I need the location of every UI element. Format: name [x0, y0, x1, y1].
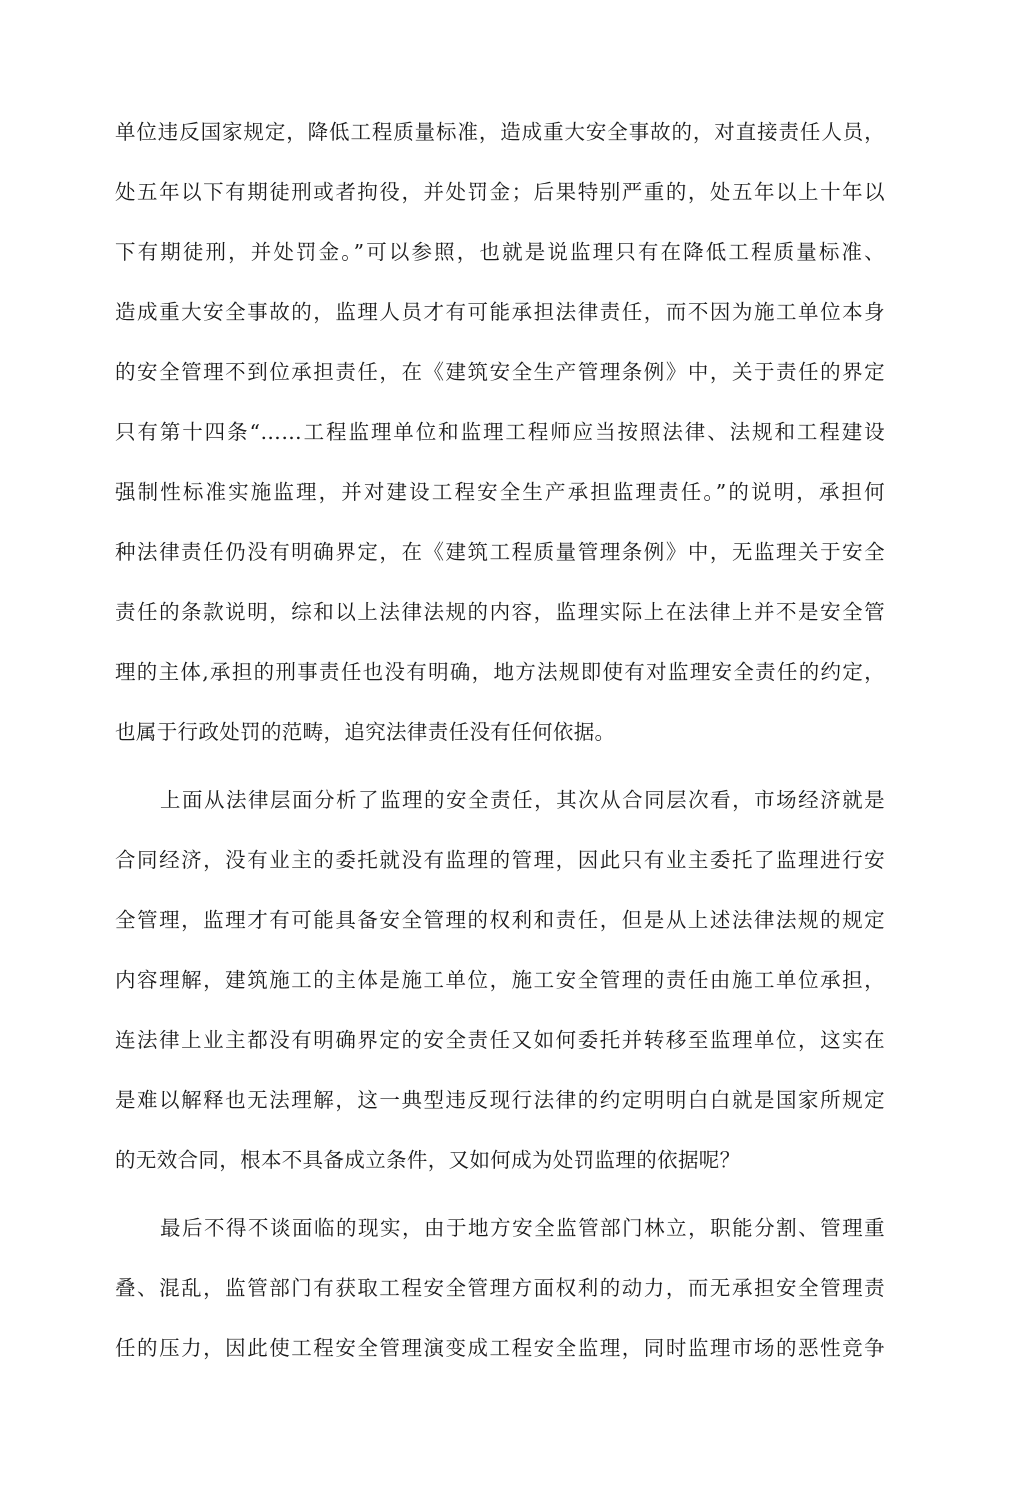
text-line: 任的压力，因此使工程安全管理演变成工程安全监理，同时监理市场的恶性竞争 — [115, 1336, 885, 1360]
text-line: 造成重大安全事故的，监理人员才有可能承担法律责任，而不因为施工单位本身 — [115, 300, 885, 324]
text-line: 单位违反国家规定，降低工程质量标准，造成重大安全事故的，对直接责任人员， — [115, 120, 885, 144]
text-line: 只有第十四条“……工程监理单位和监理工程师应当按照法律、法规和工程建设 — [115, 420, 885, 444]
text-line: 理的主体,承担的刑事责任也没有明确，地方法规即使有对监理安全责任的约定， — [115, 660, 885, 684]
text-line: 连法律上业主都没有明确界定的安全责任又如何委托并转移至监理单位，这实在 — [115, 1028, 885, 1052]
text-line: 种法律责任仍没有明确界定，在《建筑工程质量管理条例》中，无监理关于安全 — [115, 540, 885, 564]
text-line: 责任的条款说明，综和以上法律法规的内容，监理实际上在法律上并不是安全管 — [115, 600, 885, 624]
text-line: 是难以解释也无法理解，这一典型违反现行法律的约定明明白白就是国家所规定 — [115, 1088, 885, 1112]
text-line: 全管理，监理才有可能具备安全管理的权利和责任，但是从上述法律法规的规定 — [115, 908, 885, 932]
text-line: 强制性标准实施监理，并对建设工程安全生产承担监理责任。”的说明，承担何 — [115, 480, 885, 504]
text-line: 上面从法律层面分析了监理的安全责任，其次从合同层次看，市场经济就是 — [160, 788, 885, 812]
text-line: 的安全管理不到位承担责任，在《建筑安全生产管理条例》中，关于责任的界定 — [115, 360, 885, 384]
text-line: 合同经济，没有业主的委托就没有监理的管理，因此只有业主委托了监理进行安 — [115, 848, 885, 872]
text-line: 的无效合同，根本不具备成立条件，又如何成为处罚监理的依据呢？ — [115, 1148, 741, 1172]
text-line: 处五年以下有期徒刑或者拘役，并处罚金；后果特别严重的，处五年以上十年以 — [115, 180, 885, 204]
text-line: 也属于行政处罚的范畴，追究法律责任没有任何依据。 — [115, 720, 616, 744]
text-line: 内容理解，建筑施工的主体是施工单位，施工安全管理的责任由施工单位承担， — [115, 968, 885, 992]
text-line: 最后不得不谈面临的现实，由于地方安全监管部门林立，职能分割、管理重 — [160, 1216, 885, 1240]
text-line: 叠、混乱，监管部门有获取工程安全管理方面权利的动力，而无承担安全管理责 — [115, 1276, 885, 1300]
text-line: 下有期徒刑，并处罚金。”可以参照，也就是说监理只有在降低工程质量标准、 — [115, 240, 885, 264]
